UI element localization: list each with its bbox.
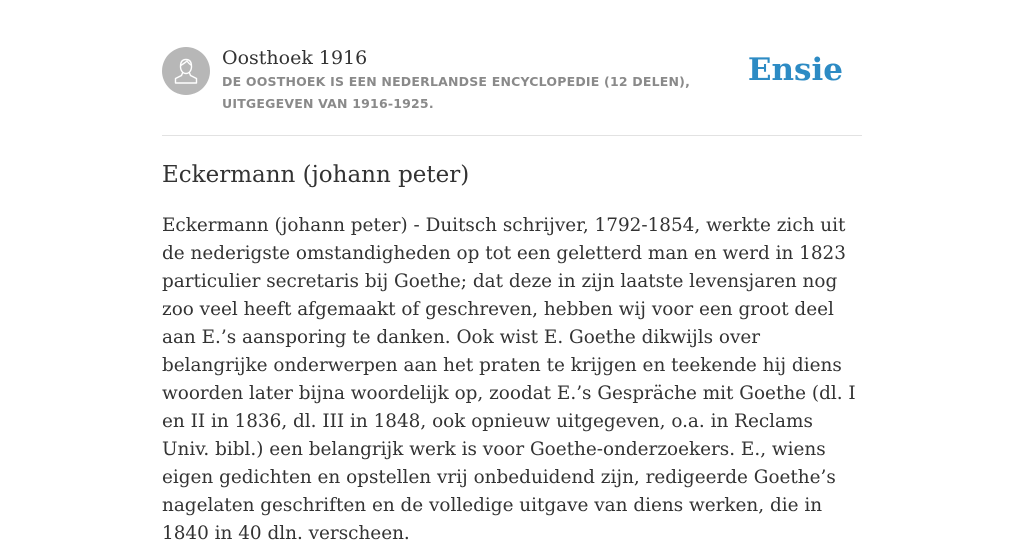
entry-body: Eckermann (johann peter) - Duitsch schrijver, 1792-1854, werkte zich uit de nederigste omstandigheden op tot een geletterd man en werd in 1823 particulier secretaris bij Goethe; dat deze in zijn laatste levensjaren nog zoo veel heeft afgemaakt of geschreven, hebben wij voor een groot deel aan E.’s aansporing te danken. Ook wist E. Goethe dikwijls over belangrijke onderwerpen aan het praten te krijgen en teekende hij diens woorden later bijna woordelijk op, zoodat E.’s Gespräche mit Goethe (dl. I en II in 1836, dl. III in 1848, ook opnieuw uitgegeven, o.a. in Reclams Univ. bibl.) een belangrijk werk is voor Goethe-onderzoekers. E., wiens eigen gedichten en opstellen vrij onbeduidend zijn, redigeerde Goethe’s nagelaten geschriften en de volledige uitgave van diens werken, die in 1840 in 40 dln. verscheen. bbox=[162, 215, 856, 544]
entry-title: Eckermann (johann peter) bbox=[162, 162, 470, 188]
source-title[interactable]: Oosthoek 1916 bbox=[222, 47, 368, 69]
source-header bbox=[162, 46, 862, 116]
source-description: DE OOSTHOEK IS EEN NEDERLANDSE ENCYCLOPEDIE (12 DELEN), UITGEGEVEN VAN 1916-1925. bbox=[222, 74, 691, 111]
header-divider bbox=[162, 135, 862, 136]
ensie-logo[interactable]: Ensie bbox=[747, 52, 843, 88]
user-avatar-icon bbox=[162, 47, 210, 95]
page bbox=[162, 0, 862, 544]
source-avatar[interactable] bbox=[162, 47, 210, 95]
